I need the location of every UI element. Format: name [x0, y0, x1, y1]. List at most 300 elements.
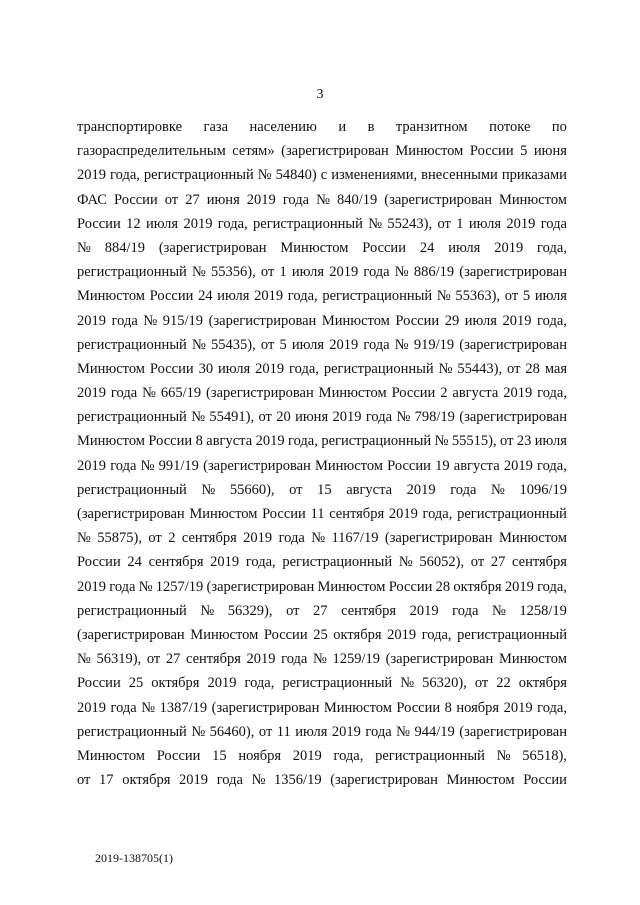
word: от — [500, 433, 514, 450]
word: регистрационный — [77, 723, 187, 740]
word: № — [394, 336, 409, 353]
word: 1 — [279, 264, 287, 281]
word: года — [450, 481, 477, 498]
word: № — [140, 457, 155, 474]
word: июня — [533, 143, 567, 160]
text-line — [77, 432, 567, 456]
word: регистрационный — [323, 360, 434, 377]
word: (зарегистрирован — [77, 626, 185, 643]
word: газораспределительным — [77, 143, 226, 160]
word: 2019 — [77, 457, 106, 474]
word: июля — [534, 433, 567, 450]
word: России — [362, 239, 406, 256]
word: № — [191, 409, 206, 426]
word: № — [400, 675, 415, 692]
word: России — [114, 191, 158, 208]
word: сентября — [185, 651, 241, 668]
word: 24 — [127, 554, 142, 571]
word: 27 — [490, 554, 506, 571]
word: июля — [468, 215, 501, 232]
word: 919/19 — [413, 336, 455, 353]
word: России — [262, 506, 306, 522]
word: года, — [333, 747, 364, 764]
word: Минюстом — [77, 433, 145, 450]
word: и — [338, 119, 347, 135]
word: от — [474, 675, 489, 692]
word: регистрационный — [77, 481, 187, 498]
word: Минюстом — [499, 191, 567, 208]
text-line — [77, 747, 567, 771]
word: (зарегистрирован — [208, 312, 317, 329]
word: 56518), — [522, 747, 567, 764]
word: от — [289, 481, 303, 498]
word: года, — [421, 626, 452, 643]
word: 840/19 — [336, 191, 378, 208]
word: 55660), — [229, 481, 275, 498]
word: Минюстом — [189, 506, 258, 522]
word: № — [200, 602, 215, 619]
text-line — [77, 674, 567, 698]
word: 2019 — [329, 264, 359, 281]
word: 56329), — [227, 602, 273, 619]
text-line — [77, 602, 567, 626]
word: года — [363, 264, 390, 281]
word: России — [388, 578, 433, 595]
word: России — [387, 457, 431, 474]
word: 56052), — [419, 554, 465, 571]
text-line — [77, 457, 567, 481]
word: 1257/19 — [155, 578, 204, 595]
word: 2019 — [246, 651, 276, 668]
word: газа — [203, 119, 229, 135]
word: 2019 — [207, 675, 237, 692]
word: 5 — [520, 143, 528, 160]
word: регистрационный — [375, 747, 485, 764]
word: 2019 — [210, 554, 240, 571]
word: 55491), — [209, 409, 255, 426]
word: от — [470, 554, 485, 571]
word: России — [396, 699, 441, 716]
word: 2019 — [254, 288, 284, 305]
word: Минюстом — [395, 143, 464, 160]
word: № — [491, 481, 505, 498]
word: 55356), — [211, 264, 256, 281]
word: июля — [291, 264, 325, 281]
word: октября — [151, 675, 200, 692]
word: 24 — [198, 288, 213, 305]
word: сентября — [181, 530, 237, 547]
word: года — [110, 457, 137, 474]
word: 27 — [165, 651, 181, 668]
text-line — [77, 505, 567, 529]
word: с — [320, 167, 328, 184]
word: 54840) — [275, 167, 317, 184]
word: года, — [289, 360, 319, 377]
word: года, — [537, 385, 567, 402]
word: регистрационный — [143, 167, 254, 184]
word: регистрационный — [322, 288, 433, 305]
word: № — [191, 723, 206, 740]
word: 665/19 — [160, 385, 202, 402]
word: регистрационный — [77, 409, 187, 426]
text-line — [77, 191, 567, 215]
word: от — [77, 772, 91, 789]
word: от — [286, 602, 300, 619]
word: № — [398, 554, 413, 571]
word: (зарегистрирован — [206, 385, 314, 402]
text-line — [77, 723, 567, 747]
word: ФАС — [77, 191, 107, 208]
word: 2019 — [502, 312, 532, 329]
word: 2019 — [329, 336, 359, 353]
word: года — [365, 409, 393, 426]
text-line — [77, 481, 567, 505]
word: Минюстом — [280, 239, 349, 256]
word: России — [156, 747, 201, 764]
word: регистрационный — [457, 506, 567, 522]
word: 30 — [198, 360, 214, 377]
word: 2019 — [77, 385, 106, 402]
word: 55515), — [451, 433, 497, 450]
word: № — [368, 215, 383, 232]
word: 2019 — [503, 457, 533, 474]
word: 5 — [279, 336, 287, 353]
word: 55363), — [455, 288, 501, 305]
word: России — [77, 215, 121, 232]
word: 798/19 — [414, 409, 455, 426]
word: 20 — [276, 409, 291, 426]
word: года, — [537, 239, 567, 256]
text-line — [77, 408, 567, 432]
word: регистрационный — [253, 215, 363, 232]
word: 2019 — [494, 239, 524, 256]
text-line — [77, 118, 567, 142]
word: 15 — [212, 747, 227, 764]
word: Минюстом — [323, 699, 392, 716]
word: № — [257, 167, 272, 184]
word: № — [192, 264, 206, 281]
word: № — [251, 772, 266, 789]
word: года — [281, 651, 308, 668]
word: 8 — [195, 433, 203, 450]
text-line — [77, 142, 567, 166]
word: 1 — [456, 215, 464, 232]
text-line — [77, 263, 567, 287]
word: года — [110, 699, 137, 716]
word: 991/19 — [158, 457, 199, 474]
body-paragraph — [77, 118, 567, 795]
word: 2019 — [77, 167, 106, 184]
word: регистрационный — [321, 433, 432, 450]
word: № — [141, 699, 156, 716]
word: 2019 — [331, 723, 361, 740]
text-line — [77, 287, 567, 311]
word: 55443), — [457, 360, 503, 377]
text-line — [77, 312, 567, 336]
word: 2 — [440, 385, 448, 402]
word: 2019 — [255, 360, 285, 377]
word: года, — [537, 578, 567, 595]
word: сентября — [329, 506, 385, 522]
word: 2019 — [292, 747, 322, 764]
word: 1167/19 — [331, 530, 379, 547]
word: № — [77, 530, 91, 547]
text-line — [77, 650, 567, 674]
word: 886/19 — [413, 264, 455, 281]
text-line — [77, 360, 567, 384]
word: от — [146, 651, 161, 668]
word: внесенными — [421, 167, 498, 184]
word: ноября — [456, 699, 500, 716]
word: 884/19 — [104, 239, 145, 256]
word: октября — [518, 675, 567, 692]
word: 56460), — [209, 723, 255, 740]
word: № — [434, 433, 449, 450]
word: Минюстом — [77, 747, 145, 764]
word: 27 — [185, 191, 200, 208]
word: 25 — [313, 626, 328, 643]
word: (зарегистрирован — [385, 651, 494, 668]
word: (зарегистрирован — [384, 191, 492, 208]
word: августа — [453, 457, 500, 474]
word: августа — [346, 481, 393, 498]
word: 2019 — [243, 530, 273, 547]
word: 25 — [128, 675, 144, 692]
word: года — [452, 602, 479, 619]
word: регистрационный — [77, 602, 187, 619]
word: № — [316, 191, 330, 208]
word: по — [551, 119, 567, 135]
word: (зарегистрирован — [211, 699, 320, 716]
word: года, — [110, 167, 140, 184]
word: года, — [537, 457, 567, 474]
text-line — [77, 626, 567, 650]
word: 5 — [522, 288, 531, 305]
word: 1387/19 — [159, 699, 208, 716]
word: года — [111, 312, 138, 329]
word: 1258/19 — [519, 602, 567, 619]
word: № — [143, 312, 158, 329]
word: (зарегистрирован — [459, 723, 567, 740]
word: 2019 — [255, 433, 285, 450]
word: года — [365, 723, 392, 740]
word: 2019 — [388, 506, 418, 522]
word: 2019 — [504, 578, 534, 595]
word: года, — [217, 215, 248, 232]
word: Минюстом — [498, 651, 567, 668]
word: России — [149, 360, 194, 377]
word: года, — [245, 554, 276, 571]
word: 2019 — [246, 191, 276, 208]
text-line — [77, 239, 567, 263]
word: № — [436, 288, 451, 305]
word: России — [469, 143, 514, 160]
word: регистрационный — [457, 626, 567, 643]
word: июля — [217, 288, 250, 305]
word: года — [109, 578, 136, 595]
word: сентября — [512, 554, 567, 571]
word: (зарегистрирован — [459, 264, 567, 281]
word: от — [258, 409, 272, 426]
word: 56319), — [96, 651, 142, 668]
word: 28 — [435, 578, 451, 595]
word: 55435), — [211, 336, 256, 353]
text-line — [77, 771, 567, 795]
word: России — [523, 772, 567, 789]
word: России — [77, 554, 121, 571]
word: России — [148, 433, 193, 450]
word: 8 — [444, 699, 452, 716]
text-line — [77, 578, 567, 602]
word: июля — [218, 360, 251, 377]
word: октября — [122, 772, 171, 789]
word: России — [77, 675, 121, 692]
page-number: 3 — [316, 87, 324, 102]
word: 2019 — [332, 409, 362, 426]
word: № — [491, 602, 506, 619]
word: транспортировке — [77, 119, 183, 135]
word: России — [395, 312, 440, 329]
word: № — [396, 409, 411, 426]
word: года, — [537, 699, 567, 716]
word: 1356/19 — [274, 772, 322, 789]
word: года — [363, 336, 390, 353]
word: Минюстом — [498, 530, 567, 547]
word: № — [311, 530, 326, 547]
word: № — [438, 360, 453, 377]
word: 23 — [516, 433, 532, 450]
word: июля — [448, 239, 481, 256]
word: года, — [244, 675, 275, 692]
word: июля — [464, 312, 497, 329]
word: 2019 — [77, 578, 106, 595]
word: 2019 — [387, 626, 417, 643]
word: июня — [295, 409, 329, 426]
word: года, — [288, 433, 318, 450]
word: 1096/19 — [519, 481, 567, 498]
word: сетям» — [232, 143, 275, 160]
word: года — [540, 215, 567, 232]
word: от — [164, 191, 179, 208]
word: Минюстом — [77, 288, 145, 305]
word: июля — [534, 288, 567, 305]
word: (зарегистрирован — [330, 772, 438, 789]
word: июля — [145, 215, 179, 232]
word: года — [216, 772, 243, 789]
word: 2019 — [179, 772, 209, 789]
word: Минюстом — [77, 360, 145, 377]
word: от — [258, 723, 273, 740]
word: года — [278, 530, 305, 547]
word: населению — [249, 119, 317, 135]
word: (зарегистрирован — [203, 457, 311, 474]
word: (зарегистрирован — [158, 239, 267, 256]
word: июля — [291, 336, 325, 353]
word: 2019 — [503, 699, 533, 716]
text-line — [77, 215, 567, 239]
word: сентября — [341, 602, 397, 619]
word: 15 — [317, 481, 332, 498]
word: 12 — [126, 215, 141, 232]
word: 2019 — [77, 699, 106, 716]
word: 2019 — [183, 215, 213, 232]
text-line — [77, 699, 567, 723]
word: № — [138, 578, 153, 595]
word: августа — [206, 433, 253, 450]
word: от — [507, 360, 521, 377]
word: Минюстом — [190, 626, 259, 643]
word: 2019 — [409, 602, 439, 619]
word: Минюстом — [315, 457, 383, 474]
text-line — [77, 166, 567, 190]
word: (зарегистрирован — [459, 336, 567, 353]
word: 1259/19 — [332, 651, 380, 668]
word: 55875), — [97, 530, 142, 547]
word: № — [496, 747, 511, 764]
word: 17 — [99, 772, 114, 789]
word: ноября — [238, 747, 282, 764]
word: № — [313, 651, 327, 668]
word: июня — [206, 191, 240, 208]
word: от — [260, 264, 275, 281]
word: транзитном — [395, 119, 468, 135]
word: № — [77, 239, 91, 256]
word: 28 — [525, 360, 540, 377]
word: года, — [537, 312, 567, 329]
word: 22 — [496, 675, 511, 692]
word: регистрационный — [282, 675, 393, 692]
word: 11 — [276, 723, 291, 740]
word: от — [437, 215, 451, 232]
text-line — [77, 384, 567, 408]
text-line — [77, 553, 567, 577]
word: года, — [422, 506, 453, 522]
word: от — [504, 288, 519, 305]
word: 11 — [310, 506, 325, 522]
word: октября — [333, 626, 382, 643]
word: 915/19 — [162, 312, 204, 329]
word: 2019 — [506, 215, 536, 232]
word: Минюстом — [317, 578, 386, 595]
word: Минюстом — [446, 772, 515, 789]
word: (зарегистрирован — [384, 530, 493, 547]
word: (зарегистрирован — [206, 578, 315, 595]
text-line — [77, 529, 567, 553]
word: № — [201, 481, 216, 498]
word: (зарегистрирован — [459, 409, 567, 426]
word: № — [77, 651, 91, 668]
word: года, — [287, 288, 318, 305]
word: № — [394, 264, 409, 281]
word: 55243), — [387, 215, 433, 232]
word: России — [391, 385, 436, 402]
word: регистрационный — [77, 264, 187, 281]
word: приказами — [501, 167, 567, 184]
word: регистрационный — [282, 554, 393, 571]
word: изменениями, — [331, 167, 418, 184]
word: 27 — [313, 602, 328, 619]
word: 2 — [168, 530, 176, 547]
word: 29 — [444, 312, 460, 329]
word: августа — [452, 385, 499, 402]
text-line — [77, 336, 567, 360]
word: в — [367, 119, 375, 135]
word: России — [149, 288, 194, 305]
word: 2019 — [77, 312, 106, 329]
word: (зарегистрирован — [281, 143, 389, 160]
word: 2019 — [406, 481, 436, 498]
document-code: 2019-138705(1) — [95, 851, 173, 865]
